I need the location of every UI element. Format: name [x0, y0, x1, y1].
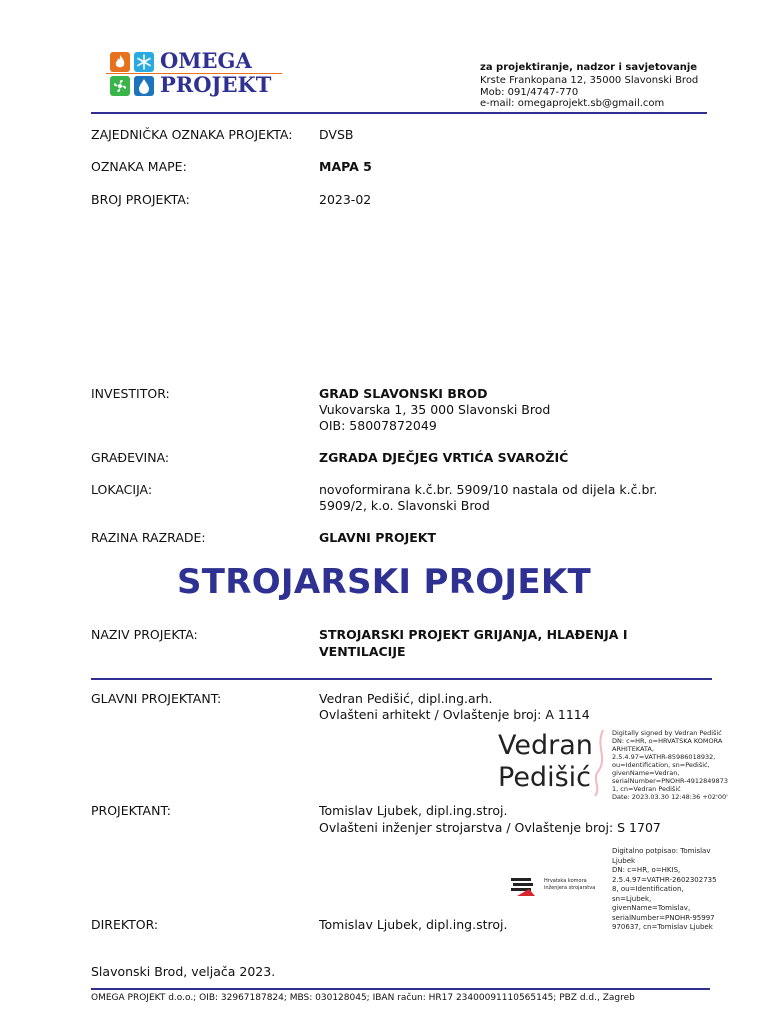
project-name-line1: STROJARSKI PROJEKT GRIJANJA, HLAĐENJA I — [319, 627, 628, 642]
stamp-line: Hrvatska komora — [544, 878, 587, 884]
sig1-line: 2.5.4.97=VATHR-85986018932, — [612, 753, 716, 761]
folder-code-value: MAPA 5 — [319, 159, 372, 174]
designer-authorization: Ovlašteni inženjer strojarstva / Ovlaštenje broj: S 1707 — [319, 820, 661, 835]
sig2-line: Ljubek — [612, 856, 636, 865]
company-tagline: za projektiranje, nadzor i savjetovanje — [480, 62, 698, 73]
sig1-line: 1, cn=Vedran Pedišić — [612, 785, 681, 793]
sig2-line: 8, ou=Identification, — [612, 885, 684, 893]
footer-company-info: OMEGA PROJEKT d.o.o.; OIB: 32967187824; MBS: 030128045; IBAN račun: HR17 23400091110565145; PBZ d.d., Zagreb — [91, 993, 635, 1003]
sig2-line: DN: c=HR, o=HKIS, — [612, 866, 681, 874]
snowflake-icon — [134, 52, 154, 72]
document-title: STROJARSKI PROJEKT — [176, 562, 592, 602]
building-label: GRAĐEVINA: — [91, 450, 170, 465]
sig2-line: 2.5.4.97=VATHR-2602302735 — [612, 875, 717, 884]
project-name-line2: VENTILACIJE — [319, 644, 406, 659]
footer-divider — [91, 988, 710, 990]
chief-designer-authorization: Ovlašteni arhitekt / Ovlaštenje broj: A 1114 — [319, 707, 590, 722]
investor-oib: OIB: 58007872049 — [319, 418, 437, 433]
company-email: e-mail: omegaprojekt.sb@gmail.com — [480, 98, 665, 109]
project-number-label: BROJ PROJEKTA: — [91, 192, 190, 207]
title-divider — [91, 678, 712, 680]
flame-icon — [110, 52, 130, 72]
sig2-line: 970637, cn=Tomislav Ljubek — [612, 923, 713, 931]
logo-text-omega: OMEGA — [160, 48, 252, 73]
level-value: GLAVNI PROJEKT — [319, 530, 437, 545]
sig2-line: serialNumber=PNOHR-95997 — [612, 913, 715, 922]
fan-icon — [110, 76, 130, 96]
common-code-label: ZAJEDNIČKA OZNAKA PROJEKTA: — [91, 127, 293, 142]
designer-name: Tomislav Ljubek, dipl.ing.stroj. — [319, 803, 508, 818]
sig2-line: givenName=Tomislav, — [612, 904, 691, 912]
sig1-line: givenName=Vedran, — [612, 769, 680, 777]
water-drop-icon — [134, 76, 154, 96]
folder-code-label: OZNAKA MAPE: — [91, 159, 187, 174]
sig2-line: Digitalno potpisao: Tomislav — [612, 847, 711, 855]
signature-first-name: Vedran — [498, 730, 593, 761]
place-date: Slavonski Brod, veljača 2023. — [91, 964, 276, 979]
sig1-line: Date: 2023.03.30 12:48:36 +02'00' — [612, 793, 728, 801]
sig1-line: serialNumber=PNOHR-4912849873 — [612, 777, 728, 785]
chief-designer-label: GLAVNI PROJEKTANT: — [91, 691, 222, 706]
sig1-line: DN: c=HR, o=HRVATSKA KOMORA — [612, 737, 723, 745]
chamber-stamp-text — [544, 878, 595, 892]
building-value: ZGRADA DJEČJEG VRTIĆA SVAROŽIĆ — [319, 450, 569, 465]
logo-text-projekt: PROJEKT — [160, 72, 272, 97]
signature-last-name: Pedišić — [498, 762, 591, 793]
project-name-label: NAZIV PROJEKTA: — [91, 627, 198, 642]
investor-name: GRAD SLAVONSKI BROD — [319, 386, 488, 401]
designer-label: PROJEKTANT: — [91, 803, 171, 818]
sig1-line: ou=Identification, sn=Pedišić, — [612, 761, 710, 769]
director-name: Tomislav Ljubek, dipl.ing.stroj. — [319, 917, 508, 932]
digital-signature-2 — [612, 847, 717, 933]
sig1-line: ARHITEKATA, — [612, 745, 654, 753]
director-label: DIREKTOR: — [91, 917, 159, 932]
sig1-line: Digitally signed by Vedran Pedišić — [612, 729, 722, 737]
stamp-line: inženjera strojarstva — [544, 885, 596, 891]
company-logo — [106, 46, 282, 102]
signature-name — [498, 730, 593, 794]
digital-signature-1 — [612, 729, 728, 801]
level-label: RAZINA RAZRADE: — [91, 530, 206, 545]
common-code-value: DVSB — [319, 127, 354, 142]
location-line1: novoformirana k.č.br. 5909/10 nastala od dijela k.č.br. — [319, 482, 658, 497]
project-number-value: 2023-02 — [319, 192, 372, 207]
company-mobile: Mob: 091/4747-770 — [480, 87, 579, 98]
header-divider — [91, 112, 707, 114]
location-label: LOKACIJA: — [91, 482, 153, 497]
location-line2: 5909/2, k.o. Slavonski Brod — [319, 498, 490, 513]
company-address: Krste Frankopana 12, 35000 Slavonski Brod — [480, 75, 699, 86]
signature-stroke-icon — [585, 728, 615, 798]
sig2-line: sn=Ljubek, — [612, 894, 652, 903]
chamber-stamp-icon — [509, 876, 539, 898]
investor-address: Vukovarska 1, 35 000 Slavonski Brod — [319, 402, 551, 417]
investor-label: INVESTITOR: — [91, 386, 170, 401]
chief-designer-name: Vedran Pedišić, dipl.ing.arh. — [319, 691, 493, 706]
